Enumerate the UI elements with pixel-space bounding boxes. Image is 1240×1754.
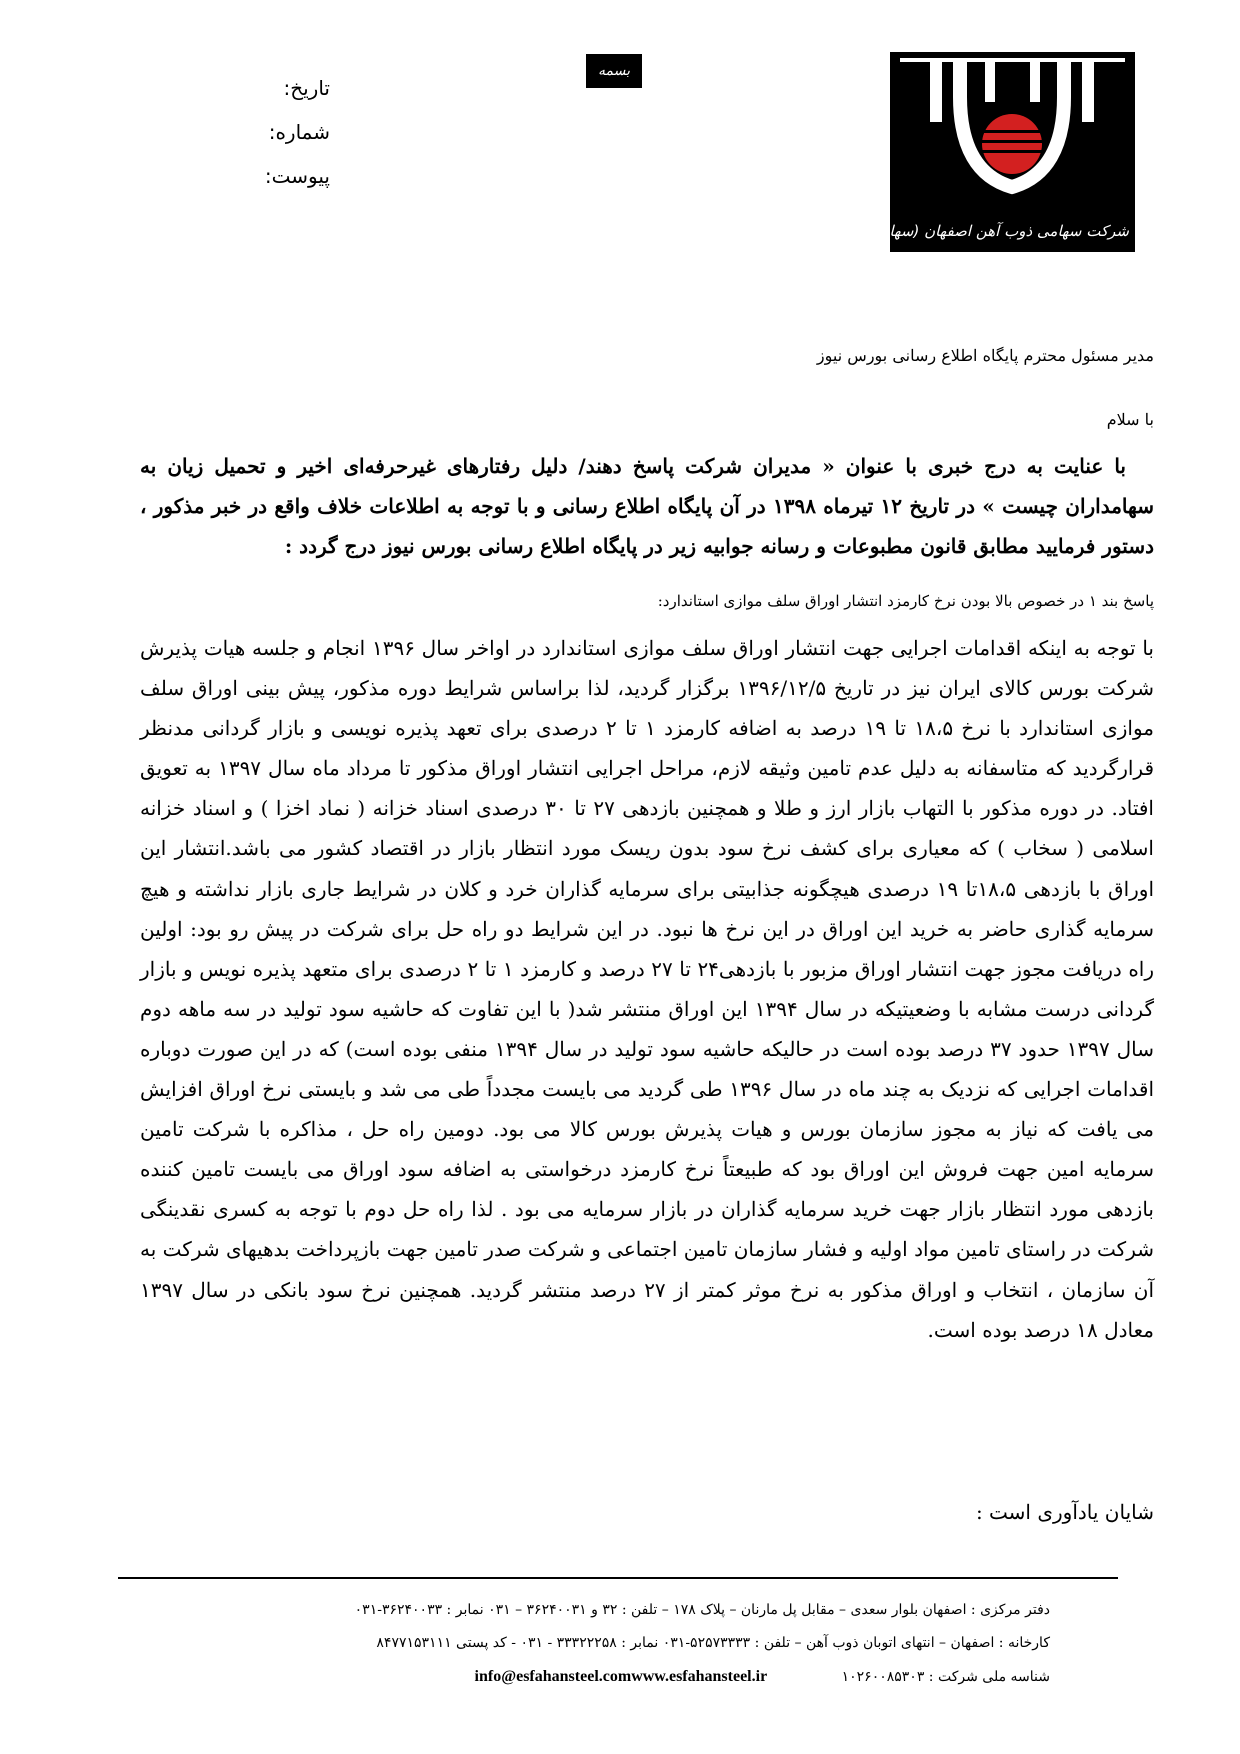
footer-web-contact: info@esfahansteel.comwww.esfahansteel.ir xyxy=(474,1668,768,1685)
letter-meta xyxy=(230,66,330,198)
attachment-label: پیوست: xyxy=(264,164,330,188)
letter-intro xyxy=(140,446,1154,566)
bismillah-stamp: بسمه تعالی xyxy=(586,54,642,88)
letter-footer xyxy=(230,1594,1050,1694)
footer-id-row xyxy=(230,1660,1050,1694)
footer-national-id: شناسه ملی شرکت : ۱۰۲۶۰۰۸۵۳۰۳ xyxy=(841,1669,1050,1685)
letter-intro-text: با عنایت به درج خبری با عنوان « مدیران شرکت پاسخ دهند/ دلیل رفتارهای غیرحرفه‌ای اخیر و تحمیل زیان به سهامداران چیست » در تاریخ ۱۲ تیرماه ۱۳۹۸ در آن پایگاه اطلاع رسانی و با توجه به اطلاعات خلاف واقع در خبر مذکور ، دستور فرمایید مطابق قانون مطبوعات و رسانه جوابیه زیر در پایگاه اطلاع رسانی بورس نیوز درج گردد : xyxy=(140,454,1154,558)
response-heading: پاسخ بند ۱ در خصوص بالا بودن نرخ کارمزد انتشار اوراق سلف موازی استاندارد: xyxy=(657,592,1154,610)
number-label: شماره: xyxy=(268,120,330,144)
company-logo xyxy=(835,52,1135,252)
date-label: تاریخ: xyxy=(283,76,330,100)
letter-salutation: با سلام xyxy=(1106,410,1154,429)
letter-addressee: مدیر مسئول محترم پایگاه اطلاع رسانی بورس نیوز xyxy=(816,346,1154,365)
footer-head-office: دفتر مرکزی : اصفهان بلوار سعدی – مقابل پل مارنان – پلاک ۱۷۸ – تلفن : ۳۲ و ۳۶۲۴۰۰۳۱ – ۰۳۱ نمابر : ۳۶۲۴۰۰۳۳-۰۳۱ xyxy=(354,1602,1050,1618)
footer-factory: کارخانه : اصفهان – انتهای اتوبان ذوب آهن – تلفن : ۵۲۵۷۳۳۳۳-۰۳۱ نمابر : ۳۳۳۲۲۲۵۸ - ۰۳۱ - کد پستی ۸۴۷۷۱۵۳۱۱۱ xyxy=(376,1635,1050,1651)
footer-divider xyxy=(118,1577,1118,1579)
closing-note: شایان یادآوری است : xyxy=(975,1500,1154,1524)
response-body: با توجه به اینکه اقدامات اجرایی جهت انتشار اوراق سلف موازی استاندارد در اواخر سال ۱۳۹۶ انجام و جلسه هیات پذیرش شرکت بورس کالای ایران نیز در تاریخ ۱۳۹۶/۱۲/۵ برگزار گردید، لذا براساس شرایط دوره مذکور، پیش بینی اوراق سلف موازی استاندارد با نرخ ۱۸،۵ تا ۱۹ درصد به اضافه کارمزد ۱ تا ۲ درصدی برای تعهد پذیره نویسی و بازار گردانی مدنظر قرارگردید که متاسفانه به دلیل عدم تامین وثیقه لازم، مراحل اجرایی انتشار اوراق مذکور تا مرداد ماه سال ۱۳۹۷ به تعویق افتاد. در دوره مذکور با التهاب بازار ارز و طلا و همچنین بازدهی ۲۷ تا ۳۰ درصدی اسناد خزانه ( نماد اخزا ) و اسناد خزانه اسلامی ( سخاب ) که معیاری برای کشف نرخ سود بدون ریسک مورد انتظار بازار در اقتصاد کشور می باشد.انتشار این اوراق با بازدهی ۱۸،۵تا ۱۹ درصدی هیچگونه جذابیتی برای سرمایه گذاران خرد و کلان در شرایط جاری بازار نداشته و هیچ سرمایه گذاری حاضر به خرید این اوراق در این نرخ ها نبود. در این شرایط دو راه حل برای شرکت در پیش رو بود: اولین راه دریافت مجوز جهت انتشار اوراق مزبور با بازدهی۲۴ تا ۲۷ درصد و کارمزد ۱ تا ۲ درصدی برای متعهد پذیره نویس و بازار گردانی درست مشابه با وضعیتیکه در سال ۱۳۹۴ این اوراق منتشر شد( با این تفاوت که حاشیه سود تولید در سه ماهه دوم سال ۱۳۹۷ حدود ۳۷ درصد بوده است در حالیکه حاشیه سود تولید در سال ۱۳۹۴ منفی بوده است) که در این صورت دوباره اقدامات اجرایی که نزدیک به چند ماه در سال ۱۳۹۶ طی گردید می بایست مجدداً طی می شد و بایستی نرخ اوراق افزایش می یافت که نیاز به مجوز سازمان بورس و هیات پذیرش بورس کالا می بود. دومین راه حل ، مذاکره با شرکت تامین سرمایه امین جهت فروش این اوراق بود که طبیعتاً نرخ کارمزد درخواستی به اضافه سود اوراق می بایست تامین کننده بازدهی مورد انتظار بازار جهت خرید سرمایه گذاران در بازار سرمایه می بود . لذا راه حل دوم با توجه به کسری نقدینگی شرکت در راستای تامین مواد اولیه و فشار سازمان تامین اجتماعی و شرکت صدر تامین جهت بازپرداخت بدهیهای شرکت به آن سازمان ، انتخاب و اوراق مذکور به نرخ موثر کمتر از ۲۷ درصد منتشر گردید. همچنین نرخ سود بانکی در سال ۱۳۹۷ معادل ۱۸ درصد بوده است. xyxy=(140,636,1155,1342)
company-logo-text: شرکت سهامی ذوب آهن اصفهان (سهامی عام) xyxy=(835,222,1129,240)
